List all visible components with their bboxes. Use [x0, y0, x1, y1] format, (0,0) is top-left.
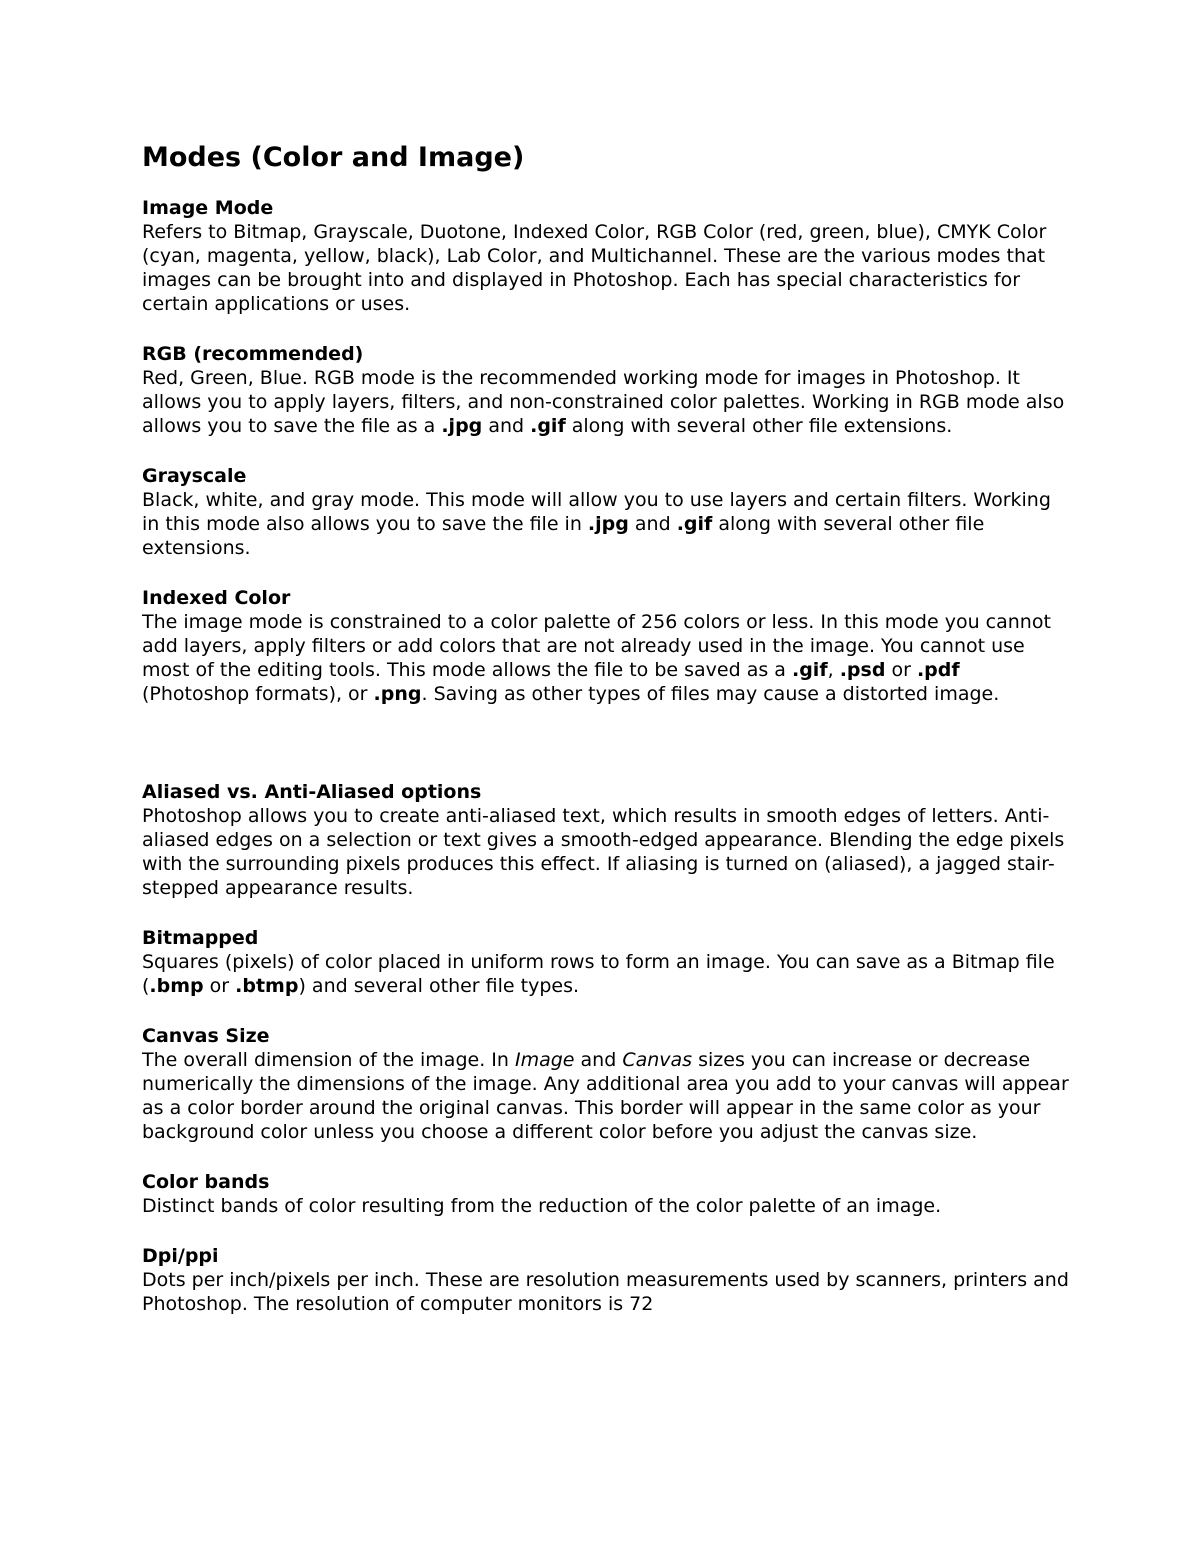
- section-heading: Color bands: [142, 1171, 270, 1193]
- section-body: Squares (pixels) of color placed in uniform rows to form an image. You can save as a Bitmap file (.bmp or .btmp) and several other file types.: [142, 951, 1055, 997]
- section-aliasing: [142, 780, 1072, 900]
- section-bitmapped: [142, 926, 1072, 998]
- section-grayscale: [142, 464, 1072, 560]
- section-heading: Canvas Size: [142, 1025, 270, 1047]
- section-image-mode: [142, 196, 1072, 316]
- file-extension: .bmp: [149, 975, 204, 997]
- section-rgb: [142, 342, 1072, 438]
- section-heading: Aliased vs. Anti-Aliased options: [142, 781, 482, 803]
- section-heading: Bitmapped: [142, 927, 259, 949]
- file-extension: .gif: [791, 659, 828, 681]
- page-title: Modes (Color and Image): [142, 142, 525, 173]
- section-body: Red, Green, Blue. RGB mode is the recommended working mode for images in Photoshop. It allows you to apply layers, filters, and non-constrained color palettes. Working in RGB mode also allows you to save the file as a .jpg and .gif along with several other file extensions.: [142, 367, 1065, 437]
- file-extension: .gif: [676, 513, 713, 535]
- section-body: Refers to Bitmap, Grayscale, Duotone, Indexed Color, RGB Color (red, green, blue), CMYK Color (cyan, magenta, yellow, black), Lab Color, and Multichannel. These are the various modes that images can be brought into and displayed in Photoshop. Each has special characteristics for certain applications or uses.: [142, 221, 1047, 315]
- file-extension: .pdf: [916, 659, 960, 681]
- section-body: The overall dimension of the image. In Image and Canvas sizes you can increase or decrease numerically the dimensions of the image. Any additional area you add to your canvas will appear as a color border around the original canvas. This border will appear in the same color as your background color unless you choose a different color before you adjust the canvas size.: [142, 1049, 1069, 1143]
- section-body: Distinct bands of color resulting from the reduction of the color palette of an image.: [142, 1195, 942, 1217]
- section-body: Dots per inch/pixels per inch. These are resolution measurements used by scanners, printers and Photoshop. The resolution of computer monitors is 72: [142, 1269, 1069, 1315]
- file-extension: .gif: [530, 415, 566, 437]
- file-extension: .psd: [839, 659, 886, 681]
- section-canvas-size: [142, 1024, 1072, 1144]
- menu-term: Canvas: [622, 1049, 693, 1071]
- section-heading: Dpi/ppi: [142, 1245, 219, 1267]
- section-heading: RGB (recommended): [142, 343, 364, 365]
- file-extension: .jpg: [587, 513, 629, 535]
- section-heading: Image Mode: [142, 197, 274, 219]
- section-body: The image mode is constrained to a color palette of 256 colors or less. In this mode you cannot add layers, apply filters or add colors that are not already used in the image. You cannot use most of the editing tools. This mode allows the file to be saved as a .gif, .psd or .pdf (Photoshop formats), or .png. Saving as other types of files may cause a distorted image.: [142, 611, 1051, 705]
- section-color-bands: [142, 1170, 1072, 1218]
- section-heading: Grayscale: [142, 465, 247, 487]
- file-extension: .jpg: [441, 415, 483, 437]
- menu-term: Image: [514, 1049, 575, 1071]
- file-extension: .btmp: [235, 975, 299, 997]
- section-dpi-ppi: [142, 1244, 1072, 1316]
- document-page: [142, 140, 1072, 1342]
- section-body: Black, white, and gray mode. This mode will allow you to use layers and certain filters. Working in this mode also allows you to save the file in .jpg and .gif along with several other file extensions.: [142, 489, 1051, 559]
- section-body: Photoshop allows you to create anti-aliased text, which results in smooth edges of letters. Anti-aliased edges on a selection or text gives a smooth-edged appearance. Blending the edge pixels with the surrounding pixels produces this effect. If aliasing is turned on (aliased), a jagged stair-stepped appearance results.: [142, 805, 1065, 899]
- section-indexed-color: [142, 586, 1072, 706]
- file-extension: .png: [373, 683, 422, 705]
- section-heading: Indexed Color: [142, 587, 291, 609]
